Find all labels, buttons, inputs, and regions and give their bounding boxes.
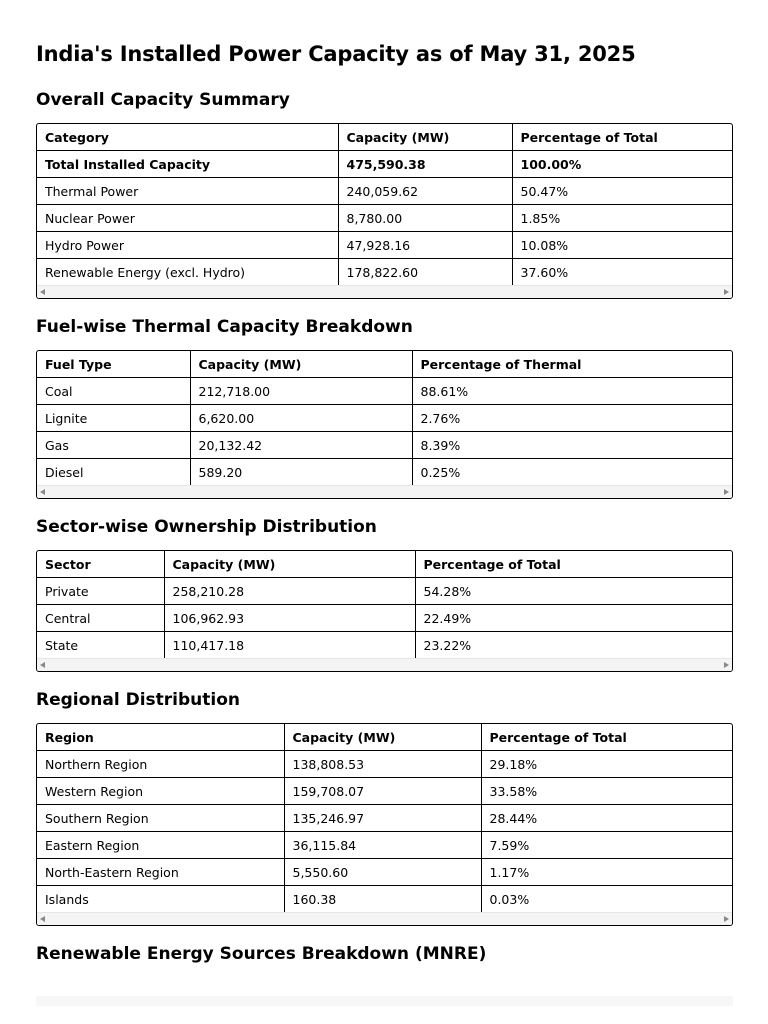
table-cell: 10.08%	[512, 232, 732, 259]
table-cell: Thermal Power	[37, 178, 338, 205]
table-cell: 0.03%	[489, 891, 530, 907]
table-cell: Coal	[37, 378, 190, 405]
table-row	[37, 778, 732, 805]
column-header: Capacity (MW)	[284, 724, 481, 751]
column-header: Percentage of Total	[481, 724, 732, 751]
scroll-right-arrow-icon[interactable]	[724, 916, 729, 922]
table-cell: 8.39%	[412, 432, 732, 459]
table-cell: 475,590.38	[338, 151, 512, 178]
table-cell: 135,246.97	[284, 805, 481, 832]
table-cell: 20,132.42	[190, 432, 412, 459]
table-row	[37, 151, 732, 178]
table-cell: Total Installed Capacity	[37, 151, 338, 178]
table-row	[37, 232, 732, 259]
column-header: Sector	[37, 551, 164, 578]
section-heading-regional: Regional Distribution	[36, 690, 241, 710]
scroll-left-arrow-icon[interactable]	[40, 916, 45, 922]
table-cell: 100.00%	[512, 151, 732, 178]
table-cell: 88.61%	[412, 378, 732, 405]
table-cell: Private	[37, 578, 164, 605]
table-row	[37, 405, 732, 432]
table-cell: 5,550.60	[284, 859, 481, 886]
table-row	[37, 205, 732, 232]
table-cell: State	[37, 632, 164, 659]
table-row	[37, 886, 732, 913]
table-cell: 28.44%	[481, 805, 732, 832]
table-cell: 29.18%	[481, 751, 732, 778]
table-row	[37, 832, 732, 859]
scroll-right-arrow-icon[interactable]	[724, 489, 729, 495]
table-cell: Eastern Region	[37, 832, 284, 859]
section-heading-sector: Sector-wise Ownership Distribution	[36, 517, 377, 537]
table-cell: Gas	[37, 432, 190, 459]
scroll-left-arrow-icon[interactable]	[40, 289, 45, 295]
table-row	[37, 432, 732, 459]
column-header: Fuel Type	[37, 351, 190, 378]
scroll-right-arrow-icon[interactable]	[724, 662, 729, 668]
table-cell: 0.25%	[420, 464, 461, 480]
table-cell: 138,808.53	[284, 751, 481, 778]
page-title: India's Installed Power Capacity as of May 31, 2025	[36, 42, 636, 66]
table-row	[37, 805, 732, 832]
horizontal-scrollbar[interactable]	[37, 912, 732, 925]
scroll-right-arrow-icon[interactable]	[724, 289, 729, 295]
table-cell: 212,718.00	[190, 378, 412, 405]
table-cell: 22.49%	[415, 605, 732, 632]
column-header: Category	[37, 124, 338, 151]
table-row	[37, 578, 732, 605]
table-row	[37, 259, 732, 286]
regional-distribution-table	[36, 723, 733, 926]
table-cell: 159,708.07	[284, 778, 481, 805]
overall-summary-table	[36, 123, 733, 299]
table-cell: Southern Region	[37, 805, 284, 832]
table-cell: 50.47%	[512, 178, 732, 205]
section-heading-renewable: Renewable Energy Sources Breakdown (MNRE)	[36, 944, 487, 964]
column-header: Percentage of Thermal	[412, 351, 732, 378]
table-cell: 2.76%	[412, 405, 732, 432]
table-cell: 54.28%	[415, 578, 732, 605]
table-cell: 47,928.16	[338, 232, 512, 259]
table-row	[37, 859, 732, 886]
table-cell: Diesel	[37, 459, 190, 486]
table-cell: 7.59%	[481, 832, 732, 859]
horizontal-scrollbar[interactable]	[37, 658, 732, 671]
table-cell: 240,059.62	[338, 178, 512, 205]
horizontal-scrollbar[interactable]	[37, 485, 732, 498]
column-header: Region	[37, 724, 284, 751]
table-row	[37, 378, 732, 405]
column-header: Capacity (MW)	[190, 351, 412, 378]
table-cell: 106,962.93	[164, 605, 415, 632]
table-cell: Nuclear Power	[37, 205, 338, 232]
table-cell: 178,822.60	[338, 259, 512, 286]
table-header-row	[37, 124, 732, 151]
table-cell: 160.38	[284, 886, 481, 913]
table-cell: North-Eastern Region	[37, 859, 284, 886]
column-header: Capacity (MW)	[164, 551, 415, 578]
horizontal-scrollbar[interactable]	[37, 285, 732, 298]
table-top-edge	[36, 996, 733, 1006]
table-cell: 1.85%	[512, 205, 732, 232]
table-cell: 33.58%	[481, 778, 732, 805]
scroll-left-arrow-icon[interactable]	[40, 489, 45, 495]
table-cell: 589.20	[190, 459, 412, 486]
table-cell: 6,620.00	[190, 405, 412, 432]
table-cell: 23.22%	[423, 637, 472, 653]
table-cell: Islands	[37, 886, 284, 913]
column-header: Capacity (MW)	[338, 124, 512, 151]
table-cell: 110,417.18	[164, 632, 415, 659]
thermal-breakdown-table	[36, 350, 733, 499]
table-row	[37, 459, 732, 486]
column-header: Percentage of Total	[512, 124, 732, 151]
table-header-row	[37, 551, 732, 578]
table-cell: Northern Region	[37, 751, 284, 778]
sector-ownership-table	[36, 550, 733, 672]
section-heading-thermal: Fuel-wise Thermal Capacity Breakdown	[36, 317, 413, 337]
table-header-row	[37, 724, 732, 751]
table-cell: Western Region	[37, 778, 284, 805]
table-cell: 258,210.28	[164, 578, 415, 605]
table-cell: 37.60%	[520, 264, 569, 280]
table-cell: Hydro Power	[37, 232, 338, 259]
table-cell: 8,780.00	[338, 205, 512, 232]
table-row	[37, 632, 732, 659]
table-cell: 36,115.84	[284, 832, 481, 859]
table-cell: 1.17%	[481, 859, 732, 886]
section-heading-overall: Overall Capacity Summary	[36, 90, 290, 110]
table-row	[37, 751, 732, 778]
table-cell: Lignite	[37, 405, 190, 432]
table-cell: Renewable Energy (excl. Hydro)	[37, 259, 338, 286]
table-cell: Central	[37, 605, 164, 632]
column-header: Percentage of Total	[415, 551, 732, 578]
table-row	[37, 605, 732, 632]
table-row	[37, 178, 732, 205]
table-header-row	[37, 351, 732, 378]
scroll-left-arrow-icon[interactable]	[40, 662, 45, 668]
